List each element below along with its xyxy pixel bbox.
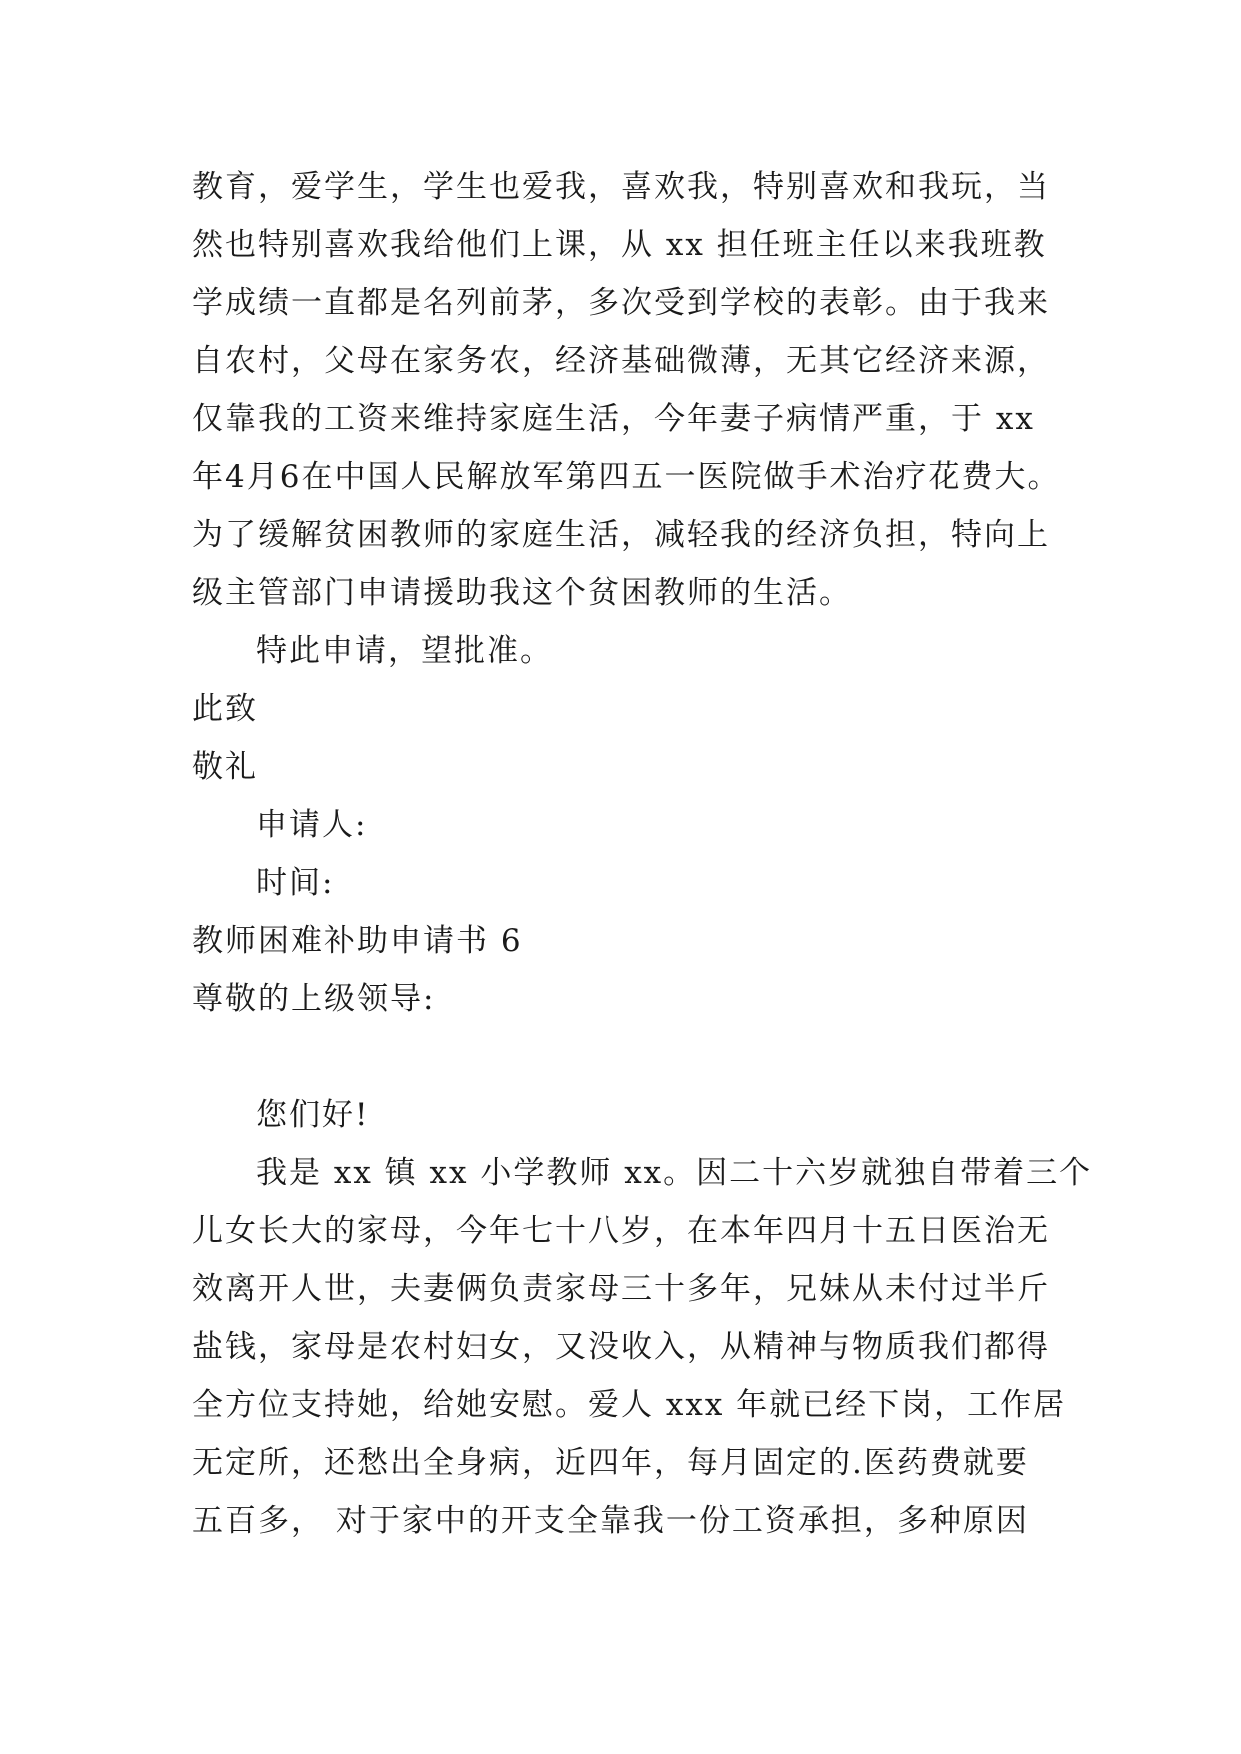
body-line: 为了缓解贫困教师的家庭生活，减轻我的经济负担，特向上 (192, 517, 1050, 553)
body-line: 级主管部门申请援助我这个贫困教师的生活。 (192, 575, 852, 611)
body-line: 全方位支持她，给她安慰。爱人 xxx 年就已经下岗，工作居 (192, 1387, 1067, 1423)
body-line: 我是 xx 镇 xx 小学教师 xx。因二十六岁就独自带着三个 (256, 1155, 1093, 1191)
body-line: 然也特别喜欢我给他们上课，从 xx 担任班主任以来我班教 (192, 227, 1047, 263)
body-line: 年4月6在中国人民解放军第四五一医院做手术治疗花费大。 (192, 459, 1061, 495)
body-line: 仅靠我的工资来维持家庭生活，今年妻子病情严重，于 xx (192, 401, 1035, 437)
body-line: 自农村，父母在家务农，经济基础微薄，无其它经济来源， (192, 343, 1050, 379)
salutation-cizhi: 此致 (192, 691, 258, 727)
salutation-jingli: 敬礼 (192, 749, 258, 785)
applicant-label: 申请人: (256, 807, 368, 843)
greeting-line: 您们好! (256, 1097, 370, 1133)
closing-request: 特此申请，望批准。 (256, 633, 553, 669)
body-line: 儿女长大的家母，今年七十八岁，在本年四月十五日医治无 (192, 1213, 1050, 1249)
greeting-addressee: 尊敬的上级领导: (192, 981, 436, 1017)
body-line: 学成绩一直都是名列前茅，多次受到学校的表彰。由于我来 (192, 285, 1050, 321)
body-line: 效离开人世，夫妻俩负责家母三十多年，兄妹从未付过半斤 (192, 1271, 1050, 1307)
body-line: 教育，爱学生，学生也爱我，喜欢我，特别喜欢和我玩，当 (192, 169, 1050, 205)
body-line: 无定所，还愁出全身病，近四年，每月固定的.医药费就要 (192, 1445, 1029, 1481)
date-label: 时间: (256, 865, 335, 901)
body-line: 五百多， 对于家中的开支全靠我一份工资承担，多种原因 (192, 1503, 1029, 1539)
section-title: 教师困难补助申请书 6 (192, 923, 523, 959)
body-line: 盐钱，家母是农村妇女，又没收入，从精神与物质我们都得 (192, 1329, 1050, 1365)
